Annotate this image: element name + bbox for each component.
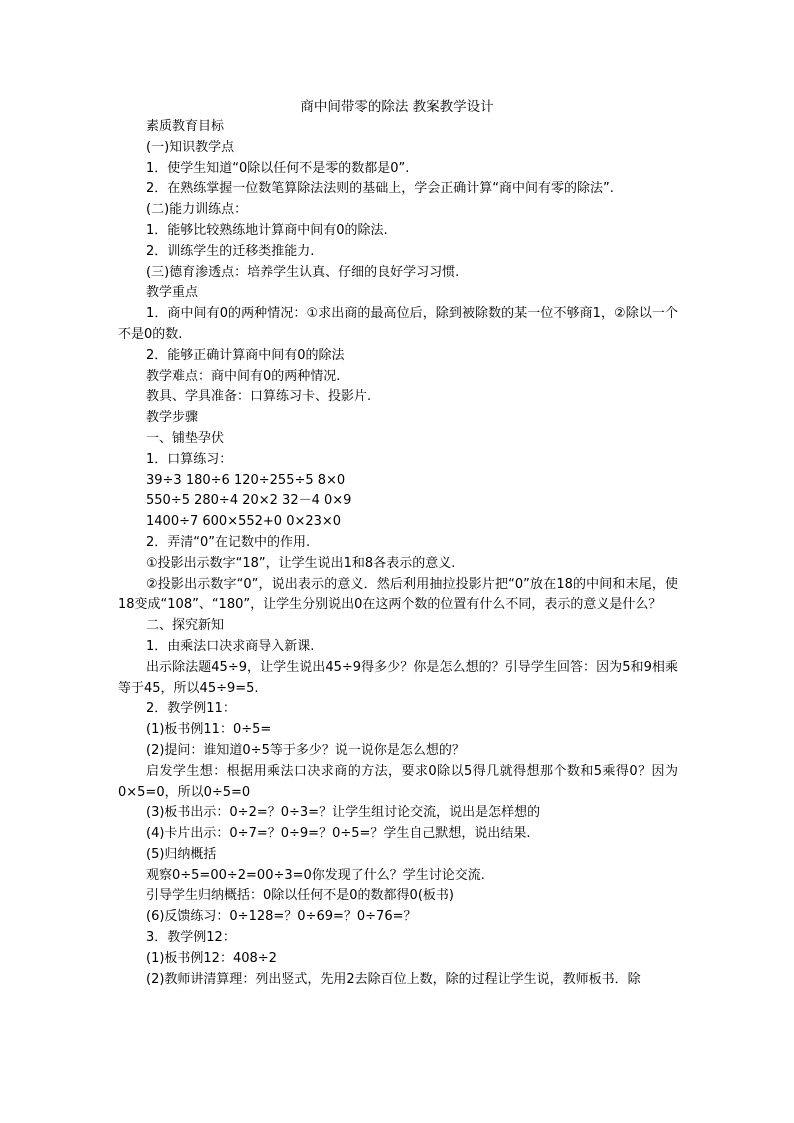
paragraph: 2．弄清“0”在记数中的作用.	[146, 534, 311, 550]
paragraph: 观察0÷5=00÷2=00÷3=0你发现了什么？学生讨论交流.	[146, 867, 485, 883]
paragraph: 2．训练学生的迁移类推能力.	[146, 243, 315, 259]
math-line: 39÷3 180÷6 120÷255÷5 8×0	[146, 472, 346, 488]
paragraph: 引导学生归纳概括：0除以任何不是0的数都得0(板书)	[146, 888, 454, 904]
document-title: 商中间带零的除法 教案教学设计	[300, 99, 494, 115]
paragraph: (3)板书出示：0÷2=？0÷3=？让学生组讨论交流，说出是怎样想的	[146, 805, 541, 821]
paragraph: 出示除法题45÷9，让学生说出45÷9得多少？你是怎么想的？引导学生回答：因为5和9相乘等于45，所以45÷9=5.	[118, 659, 678, 696]
paragraph: 1．使学生知道“0除以任何不是零的数都是0”.	[146, 160, 410, 176]
paragraph: 教具、学具准备：口算练习卡、投影片.	[146, 389, 372, 405]
paragraph: ②投影出示数字“0”，说出表示的意义．然后利用抽拉投影片把“0”放在18的中间和末尾，使18变成“108”、“180”，让学生分别说出0在这两个数的位置有什么不同，表示的意义是什么？	[118, 576, 678, 613]
subsection-heading: (二)能力训练点：	[146, 202, 248, 218]
paragraph: (5)归纳概括	[146, 846, 217, 862]
paragraph: (1)板书例11：0÷5=	[146, 722, 272, 738]
subsection-heading: 一、铺垫孕伏	[146, 430, 225, 446]
paragraph: 2．能够正确计算商中间有0的除法	[146, 347, 345, 363]
math-line: 1400÷7 600×552+0 0×23×0	[146, 514, 342, 530]
document-body	[118, 117, 678, 990]
paragraph: 1．口算练习：	[146, 451, 233, 467]
paragraph: (2)提问：谁知道0÷5等于多少？说一说你是怎么想的？	[146, 742, 465, 758]
section-heading: 教学步骤	[146, 410, 199, 426]
paragraph: (1)板书例12：408÷2	[146, 950, 277, 966]
paragraph: (6)反馈练习：0÷128=？0÷69=？0÷76=？	[146, 909, 417, 925]
paragraph: (三)德育渗透点：培养学生认真、仔细的良好学习习惯.	[146, 264, 460, 280]
subsection-heading: 二、探究新知	[146, 618, 225, 634]
paragraph: (2)教师讲清算理：列出竖式，先用2去除百位上数，除的过程让学生说，教师板书．除	[146, 971, 641, 987]
paragraph: 2．教学例11：	[146, 701, 236, 717]
math-line: 550÷5 280÷4 20×2 32－4 0×9	[146, 493, 352, 509]
section-heading: 素质教育目标	[146, 119, 225, 134]
paragraph: 2．在熟练掌握一位数笔算除法法则的基础上，学会正确计算“商中间有零的除法”.	[146, 181, 614, 197]
paragraph: 1．由乘法口决求商导入新课.	[146, 638, 315, 654]
paragraph: 1．商中间有0的两种情况：①求出商的最高位后，除到被除数的某一位不够商1，②除以一个不是0的数.	[118, 306, 678, 342]
paragraph: 1．能够比较熟练地计算商中间有0的除法.	[146, 222, 388, 238]
paragraph: 3．教学例12：	[146, 930, 236, 946]
paragraph: 启发学生想：根据用乘法口决求商的方法，要求0除以5得几就得想那个数和5乘得0？因为0×5=0，所以0÷5=0	[118, 763, 678, 800]
section-heading: 教学重点	[146, 285, 199, 301]
paragraph: (4)卡片出示：0÷7=？0÷9=？0÷5=？学生自己默想，说出结果.	[146, 826, 531, 842]
subsection-heading: (一)知识教学点	[146, 139, 235, 155]
paragraph: 教学难点：商中间有0的两种情况.	[146, 368, 341, 384]
paragraph: ①投影出示数字“18”，让学生说出1和8各表示的意义.	[146, 555, 456, 571]
